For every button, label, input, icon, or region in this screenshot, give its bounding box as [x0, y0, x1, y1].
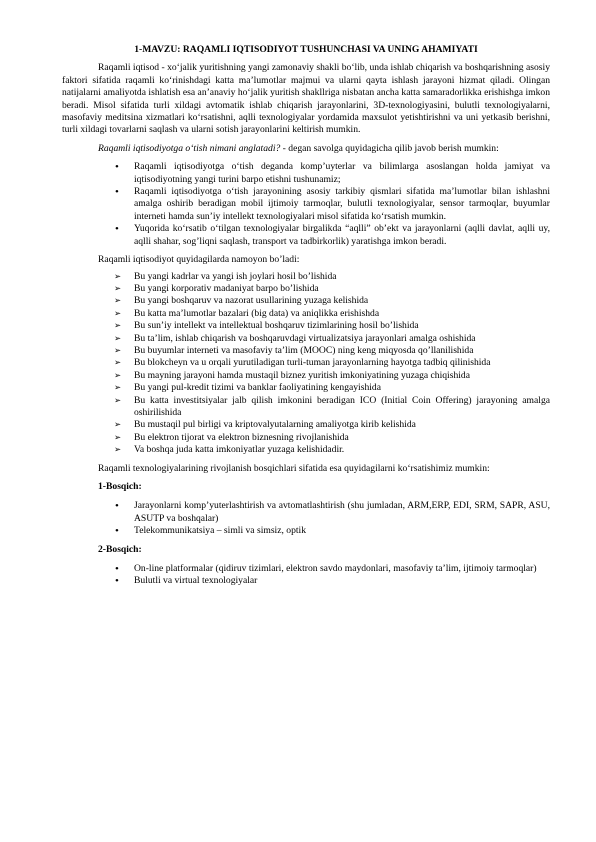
list-item: ➢ Bu blokcheyn va u orqali yurutiladigan turli-tuman jarayonlarning hayotga tadbiq qilinishida: [62, 357, 550, 369]
list-item: ➢ Va boshqa juda katta imkoniyatlar yuzaga kelishidadir.: [62, 444, 550, 456]
list-item: • Telekommunikatsiya – simli va simsiz, optik: [62, 525, 550, 537]
list-item: • Raqamli iqtisodiyotga o‘tish deganda komp’uyterlar va bilimlarga asoslangan holda jamiyat va iqtisodiyotning yangi turini barpo etishni tushunamiz;: [62, 161, 550, 186]
stages-heading: Raqamli texnologiyalarining rivojlanish bosqichlari sifatida esa quyidagilarni ko‘rsatishimiz mumkin:: [98, 462, 490, 474]
stage2-label: 2-Bosqich:: [98, 543, 142, 555]
list-item: ➢ Bu elektron tijorat va elektron biznesning rivojlanishida: [62, 432, 550, 444]
list-item: ➢ Bu yangi boshqaruv va nazorat usullarining yuzaga kelishida: [62, 295, 550, 307]
list-item: ➢ Bu mustaqil pul birligi va kriptovalyutalarning amaliyotga kirib kelishida: [62, 419, 550, 431]
manifestations-list: [62, 271, 550, 457]
list-item: ➢ Bu sun’iy intellekt va intellektual boshqaruv tizimlarining hosil bo’lishida: [62, 320, 550, 332]
stage2-list: [62, 563, 550, 588]
list-item: • Yuqorida ko‘rsatib o‘tilgan texnologiyalar birgalikda “aqlli” ob’ekt va jarayonlarni (aqlli davlat, aqlli uy, aqlli shahar, sog’liqni saqlash, transport va tadbirkorlik) yaratishga imkon beradi.: [62, 223, 550, 248]
list-item: ➢ Bu ta’lim, ishlab chiqarish va boshqaruvdagi virtualizatsiya jarayonlari amalga oshishida: [62, 333, 550, 345]
list-item: • Bulutli va virtual texnologiyalar: [62, 575, 550, 587]
question-italic: Raqamli iqtisodiyotga o‘tish nimani anglatadi?: [98, 142, 281, 154]
list-item: • On-line platformalar (qidiruv tizimlari, elektron savdo maydonlari, masofaviy ta’lim, ijtimoiy tarmoqlar): [62, 563, 550, 575]
list-item: ➢ Bu katta investitsiyalar jalb qilish imkonini beradigan ICO (Initial Coin Offering) jarayoning amalga oshirilishida: [62, 395, 550, 420]
list-item: • Raqamli iqtisodiyotga o‘tish jarayonining asosiy tarkibiy qismlari sifatida ma’lumotlar bilan ishlashni amalga oshirib beradigan mobil ijtimoiy tarmoqlar, bulutli texnologiyalar, sensor tarmoqlar, buyumlar interneti hamda sun’iy intellekt texnologiyalari misol sifatida ko‘rsatish mumkin.: [62, 186, 550, 223]
question-paragraph: [62, 143, 550, 155]
list-item: ➢ Bu katta ma’lumotlar bazalari (big data) va aniqlikka erishishda: [62, 308, 550, 320]
list-item: ➢ Bu yangi kadrlar va yangi ish joylari hosil bo’lishida: [62, 271, 550, 283]
list-item: • Jarayonlarni komp’yuterlashtirish va avtomatlashtirish (shu jumladan, ARM,ERP, EDI, SRM, SAPR, ASU, ASUTP va boshqalar): [62, 500, 550, 525]
stage1-label: 1-Bosqich:: [98, 481, 142, 492]
page-title: 1-MAVZU: RAQAMLI IQTISODIYOT TUSHUNCHASI VA UNING AHAMIYATI: [134, 44, 478, 55]
intro-paragraph: Raqamli iqtisod - xo‘jalik yuritishning yangi zamonaviy shakli bo‘lib, unda ishlab chiqarish va boshqarishning asosiy faktori sifatida raqamli ko‘rinishdagi katta ma’lumotlar majmui va ularni qayta ishlash jarayoni hizmat qiladi. Olingan natijalarni amaliyotda ishlatish esa an’anaviy ho‘jalik yuritish shakllriga nisbatan ancha katta samaradorlikka erishishga imkon beradi. Misol sifatida turli xildagi avtomatik ishlab chiqarish jarayonlarini, 3D-texnologiyasini, bulutli texnologiyalarni, masofaviy meditsina xizmatlari ko‘rsatishni, aqlli texnologiyalar yordamida maxsulot yetishtirishni va uni yetkasib berishni, turli xildagi tovarlarni saqlash va ularni sotish jarayonlarini keltirish mumkin.: [62, 62, 550, 136]
question-rest: - degan savolga quyidagicha qilib javob berish mumkin:: [280, 142, 499, 154]
list-item: ➢ Bu mayning jarayoni hamda mustaqil biznez yuritish imkoniyatining yuzaga chiqishida: [62, 370, 550, 382]
list-item: ➢ Bu buyumlar interneti va masofaviy ta’lim (MOOC) ning keng miqyosda qo’llanilishida: [62, 345, 550, 357]
transition-points-list: [62, 161, 550, 248]
list-item: ➢ Bu yangi pul-kredit tizimi va banklar faoliyatining kengayishida: [62, 382, 550, 394]
manifest-heading: Raqamli iqtisodiyot quyidagilarda namoyon bo’ladi:: [98, 254, 300, 266]
stage1-list: [62, 500, 550, 537]
list-item: ➢ Bu yangi korporativ madaniyat barpo bo’lishida: [62, 283, 550, 295]
